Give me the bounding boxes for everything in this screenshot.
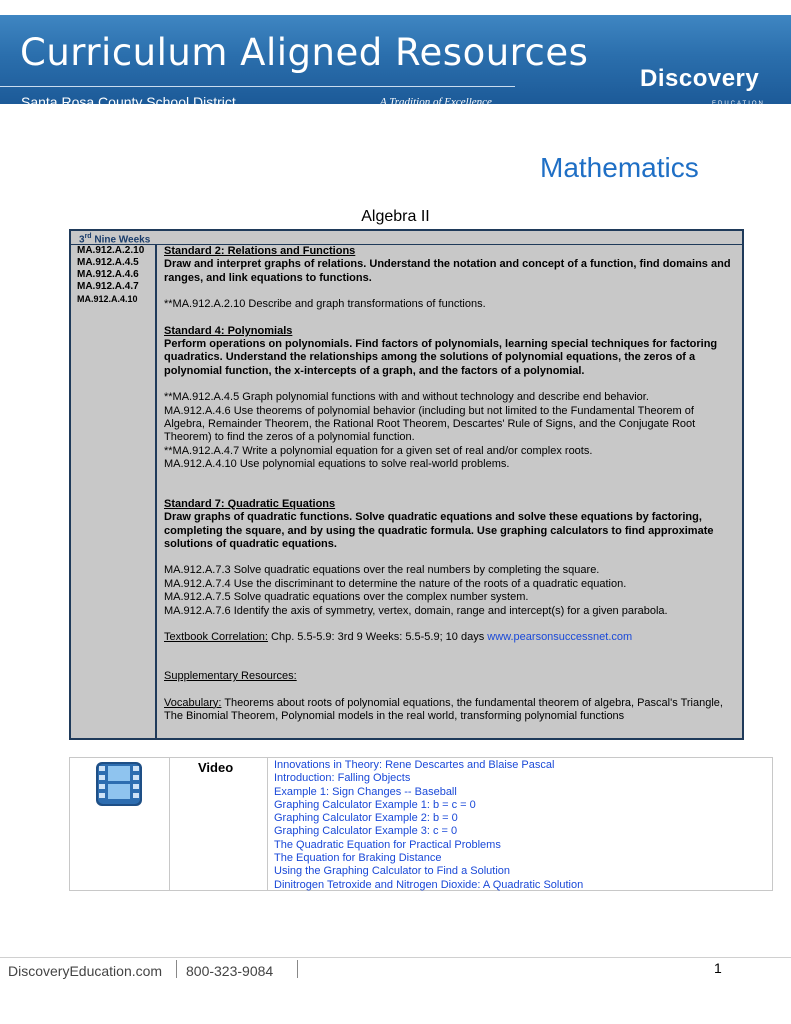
standard-code: MA.912.A.4.7 — [77, 281, 139, 292]
discovery-logo: Discovery — [640, 65, 760, 92]
standard-code: MA.912.A.4.6 — [77, 269, 139, 280]
standard-2-title: Standard 2: Relations and Functions — [164, 245, 356, 257]
film-strip-icon — [95, 761, 143, 807]
banner-title: Curriculum Aligned Resources — [20, 31, 589, 74]
benchmark: MA.912.A.4.10 Use polynomial equations to solve real-world problems. — [164, 458, 510, 471]
video-link[interactable]: Graphing Calculator Example 3: c = 0 — [274, 825, 458, 838]
benchmark: MA.912.A.7.4 Use the discriminant to determine the nature of the roots of a quadratic equation. — [164, 577, 627, 590]
video-link[interactable]: Introduction: Falling Objects — [274, 772, 411, 785]
video-label: Video — [198, 760, 234, 775]
logo-subtitle: EDUCATION — [712, 101, 765, 107]
benchmark: **MA.912.A.4.7 Write a polynomial equation for a given set of real and/or complex roots. — [164, 444, 593, 457]
benchmark: **MA.912.A.2.10 Describe and graph transformations of functions. — [164, 298, 486, 311]
textbook-label: Textbook Correlation: — [164, 630, 268, 643]
video-link-list — [274, 759, 583, 892]
textbook-text: Chp. 5.5-5.9: 3rd 9 Weeks: 5.5-5.9; 10 days — [267, 630, 488, 643]
video-resources-table — [69, 757, 773, 891]
benchmark: MA.912.A.7.5 Solve quadratic equations over the complex number system. — [164, 591, 529, 604]
tagline: A Tradition of Excellence — [380, 96, 492, 108]
footer-phone: 800-323-9084 — [186, 963, 274, 979]
video-link[interactable]: The Equation for Braking Distance — [274, 852, 442, 865]
standard-7-description: Draw graphs of quadratic functions. Solve quadratic equations and solve these equations by factoring, completing the square, and by using the quadratic formula. Use graphing calculators to find approximate solutions of quadratic equations. — [164, 511, 714, 550]
footer-website: DiscoveryEducation.com — [8, 963, 163, 979]
district-name: Santa Rosa County School District — [21, 94, 236, 110]
standard-codes — [71, 245, 157, 738]
textbook-correlation — [164, 631, 734, 644]
standard-code: MA.912.A.4.5 — [77, 257, 139, 268]
standard-4-description: Perform operations on polynomials. Find factors of polynomials, learning special techniques for factoring quadratics. Understand the relationships among the solutions of polynomial equations, the zeros of a polynomial function, the x-intercepts of a graph, and the factors of a polynomial. — [164, 338, 718, 377]
standard-code: MA.912.A.2.10 — [77, 245, 145, 256]
pearson-link[interactable]: www.pearsonsuccessnet.com — [487, 630, 633, 643]
footer-divider — [0, 957, 791, 958]
video-link[interactable]: Innovations in Theory: Rene Descartes and Blaise Pascal — [274, 759, 555, 771]
vocabulary-text: Theorems about roots of polynomial equations, the fundamental theorem of algebra, Pascal's Triangle, The Binomial Theorem, Polynomial models in the real world, transforming polynomial functions — [164, 696, 723, 723]
benchmark: MA.912.A.4.6 Use theorems of polynomial behavior (including but not limited to the Fundamental Theorem of Algebra, Remainder Theorem, the Rational Root Theorem, Descartes' Rule of Signs, and the Conjugate Root Theorem) to find the zeros of a polynomial function. — [164, 404, 696, 444]
period-header: 3rd Nine Weeks — [71, 231, 742, 245]
standard-code: MA.912.A.4.10 — [77, 294, 138, 304]
standards-content — [164, 245, 734, 738]
standard-2-description: Draw and interpret graphs of relations. Understand the notation and concept of a function, find domains and ranges, and link equations to functions. — [164, 258, 731, 284]
banner-divider — [0, 86, 515, 87]
page-number: 1 — [714, 960, 722, 976]
course-title: Algebra II — [361, 208, 430, 225]
benchmark: MA.912.A.7.3 Solve quadratic equations over the real numbers by completing the square. — [164, 564, 600, 577]
standards-table — [69, 229, 744, 740]
video-link[interactable]: Graphing Calculator Example 2: b = 0 — [274, 812, 458, 825]
standard-4-title: Standard 4: Polynomials — [164, 324, 293, 337]
header-banner — [0, 15, 791, 110]
video-link[interactable]: Using the Graphing Calculator to Find a Solution — [274, 865, 511, 878]
video-link[interactable]: The Quadratic Equation for Practical Problems — [274, 838, 501, 851]
vocabulary-label: Vocabulary: — [164, 696, 222, 709]
subject-title: Mathematics — [540, 152, 699, 183]
benchmark: MA.912.A.7.6 Identify the axis of symmetry, vertex, domain, range and intercept(s) for a given parabola. — [164, 604, 668, 617]
video-link[interactable]: Dinitrogen Tetroxide and Nitrogen Dioxide: A Quadratic Solution — [274, 878, 584, 891]
vocabulary — [164, 697, 734, 724]
video-link[interactable]: Example 1: Sign Changes -- Baseball — [274, 785, 457, 798]
video-link[interactable]: Graphing Calculator Example 1: b = c = 0 — [274, 798, 476, 811]
standard-7-title: Standard 7: Quadratic Equations — [164, 497, 336, 510]
supplementary-resources: Supplementary Resources: — [164, 670, 297, 683]
benchmark: **MA.912.A.4.5 Graph polynomial functions with and without technology and describe end behavior. — [164, 391, 649, 404]
